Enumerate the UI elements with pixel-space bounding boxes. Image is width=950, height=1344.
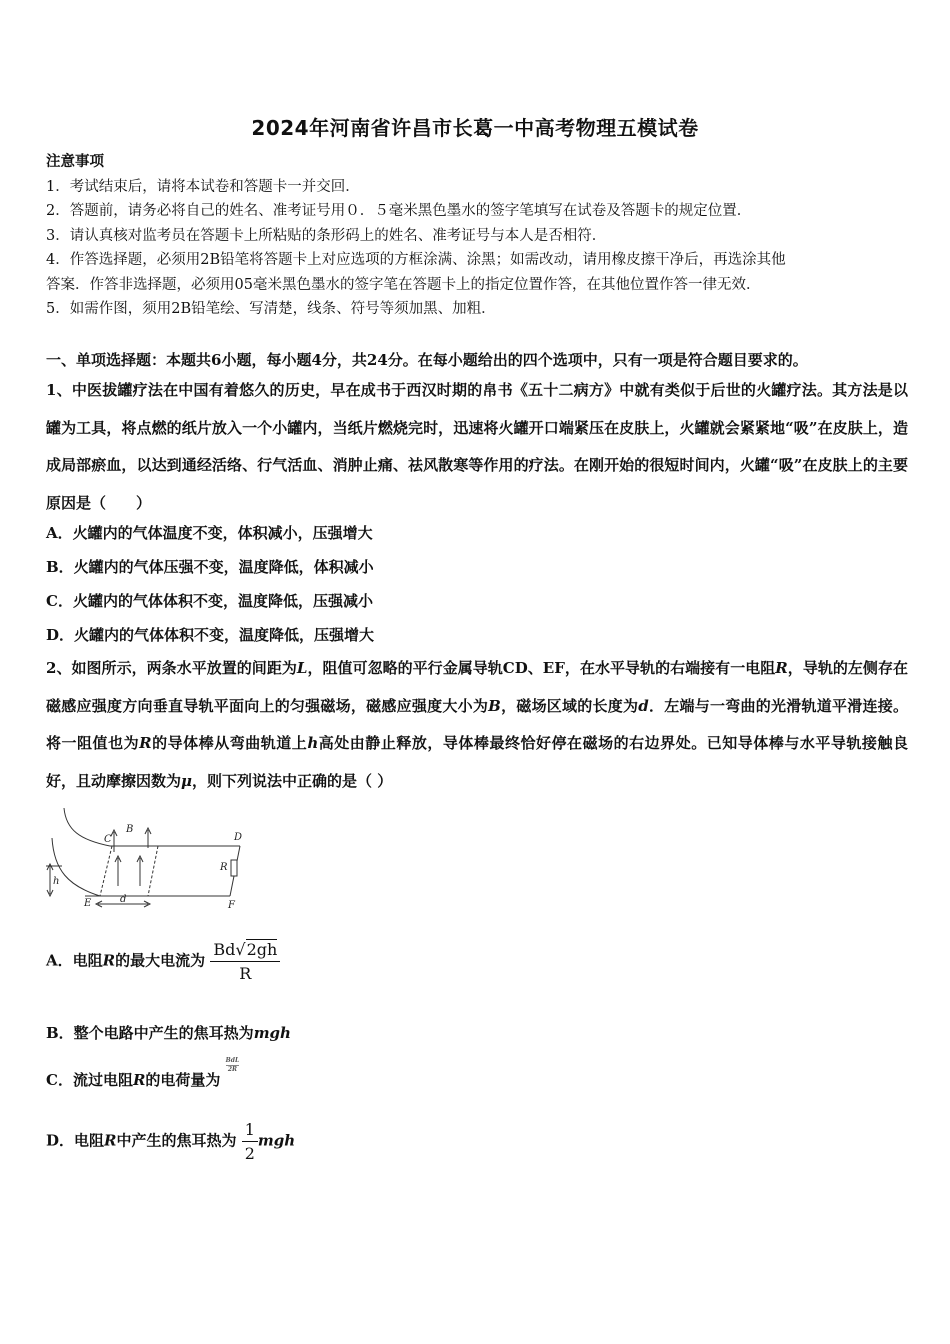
formula-root: 2gh [246, 940, 278, 959]
formula-denominator: R [239, 964, 252, 983]
var-R: R [775, 659, 788, 677]
var-mu: μ [181, 771, 192, 790]
max-current-formula: $\frac{Bd√2gh}{R}$ [210, 940, 280, 983]
var-d: d [638, 696, 649, 715]
option-text: A．电阻 [46, 951, 103, 970]
notice-item: 5．如需作图，须用2B铅笔绘、写清楚，线条、符号等须加黑、加粗． [46, 301, 496, 317]
option-text: B．整个电路中产生的焦耳热为 [46, 1024, 254, 1042]
label-b: B [126, 824, 134, 835]
formula-numerator: 1 [242, 1120, 258, 1142]
notice-heading: 注意事项 [46, 153, 104, 170]
resistor-r [231, 860, 237, 876]
curved-rail-bottom [52, 838, 100, 896]
expr-mgh: mgh [257, 1131, 296, 1150]
notice-item: 4．作答选择题，必须用2B铅笔将答题卡上对应选项的方框涂满、涂黑；如需改动，请用橡皮擦干净后，再选涂其他 [46, 252, 786, 268]
notice-item: 1．考试结束后，请将本试卷和答题卡一并交回． [46, 178, 360, 195]
question-2-option-a [46, 940, 280, 983]
question-1-option-b: B．火罐内的气体压强不变，温度降低，体积减小 [46, 558, 374, 576]
question-1-option-c: C．火罐内的气体体积不变，温度降低，压强减小 [46, 592, 373, 610]
question-2-option-d [46, 1120, 295, 1163]
label-f: F [228, 900, 235, 910]
label-r: R [220, 862, 228, 873]
var-h: h [307, 734, 319, 752]
stem-text: ．左端与一弯曲的光滑轨道平滑连接。将一阻值也为 [46, 696, 908, 752]
question-1-option-a: A．火罐内的气体温度不变，体积减小，压强增大 [46, 524, 373, 542]
var-R: R [132, 1071, 146, 1089]
question-1-stem: 1、中医拔罐疗法在中国有着悠久的历史，早在成书于西汉时期的帛书《五十二病方》中就有类似于后世的火罐疗法。其方法是以罐为工具，将点燃的纸片放入一个小罐内，当纸片燃烧完时，迅速将火罐开口端紧压在皮肤上，火罐就会紧紧地“吸”在皮肤上，造成局部瘀血，以达到通经活络、行气活血、消肿止痛、祛风散寒等作用的疗法。在刚开始的很短时间内，火罐“吸”在皮肤上的主要原因是（ ） [46, 381, 908, 512]
expr-mgh: mgh [253, 1024, 291, 1042]
stem-text: ，导轨的左侧存在磁感应强度方向垂直导轨平面向上的匀强磁场，磁感应强度大小为 [46, 659, 908, 715]
label-c: C [104, 834, 112, 845]
section-title: 一、单项选择题：本题共6小题，每小题4分，共24分。在每小题给出的四个选项中，只有一项是符合题目要求的。 [46, 351, 808, 369]
notice-block [46, 150, 916, 322]
notice-item: 答案．作答非选择题，必须用05毫米黑色墨水的签字笔在答题卡上的指定位置作答，在其他位置作答一律无效． [46, 276, 761, 293]
option-text: 的电荷量为 [145, 1071, 221, 1089]
option-text: 中产生的焦耳热为 [116, 1131, 237, 1150]
question-2-option-c [46, 1057, 240, 1090]
field-right-boundary [148, 846, 158, 896]
charge-formula [226, 1057, 240, 1074]
option-text: C．流过电阻 [46, 1071, 133, 1089]
var-R: R [139, 734, 152, 752]
stem-text: ，则下列说法中正确的是（ ） [192, 771, 393, 790]
option-text: 的最大电流为 [115, 951, 206, 970]
formula-numerator: BdL [225, 1057, 240, 1064]
label-h: h [53, 876, 60, 887]
var-R: R [102, 951, 116, 970]
question-2-stem [46, 650, 908, 800]
question-1-option-d: D．火罐内的气体体积不变，温度降低，压强增大 [46, 626, 375, 644]
var-R: R [104, 1131, 117, 1150]
option-text: D．电阻 [46, 1131, 105, 1150]
stem-text: ，磁场区域的长度为 [500, 696, 639, 715]
formula-denominator: 2 [244, 1144, 255, 1163]
label-d-length: d [120, 894, 127, 905]
notice-item: 3．请认真核对监考员在答题卡上所粘贴的条形码上的姓名、准考证号与本人是否相符． [46, 227, 607, 244]
var-B: B [488, 696, 501, 715]
rail-diagram [40, 800, 250, 910]
field-left-boundary [100, 846, 112, 896]
question-2-option-b [46, 1022, 291, 1043]
var-L: L [296, 659, 308, 677]
formula-numerator: Bd [213, 940, 236, 959]
label-e: E [84, 898, 92, 909]
page-title: 2024年河南省许昌市长葛一中高考物理五模试卷 [251, 116, 699, 140]
half-fraction [242, 1120, 258, 1163]
stem-text: 2、如图所示，两条水平放置的间距为 [46, 659, 297, 677]
formula-denominator: 2R [227, 1066, 237, 1073]
stem-text: 的导体棒从弯曲轨道上 [151, 734, 308, 752]
stem-text: 高处由静止释放，导体棒最终恰好停在磁场的右边界处。已知导体棒与水平导轨接触良好，且动摩擦因数为 [46, 734, 908, 790]
notice-item: 2．答题前，请务必将自己的姓名、准考证号用０．５毫米黑色墨水的签字笔填写在试卷及答题卡的规定位置． [46, 203, 752, 219]
label-d: D [234, 832, 243, 843]
stem-text: ，阻值可忽略的平行金属导轨CD、EF，在水平导轨的右端接有一电阻 [307, 659, 776, 677]
